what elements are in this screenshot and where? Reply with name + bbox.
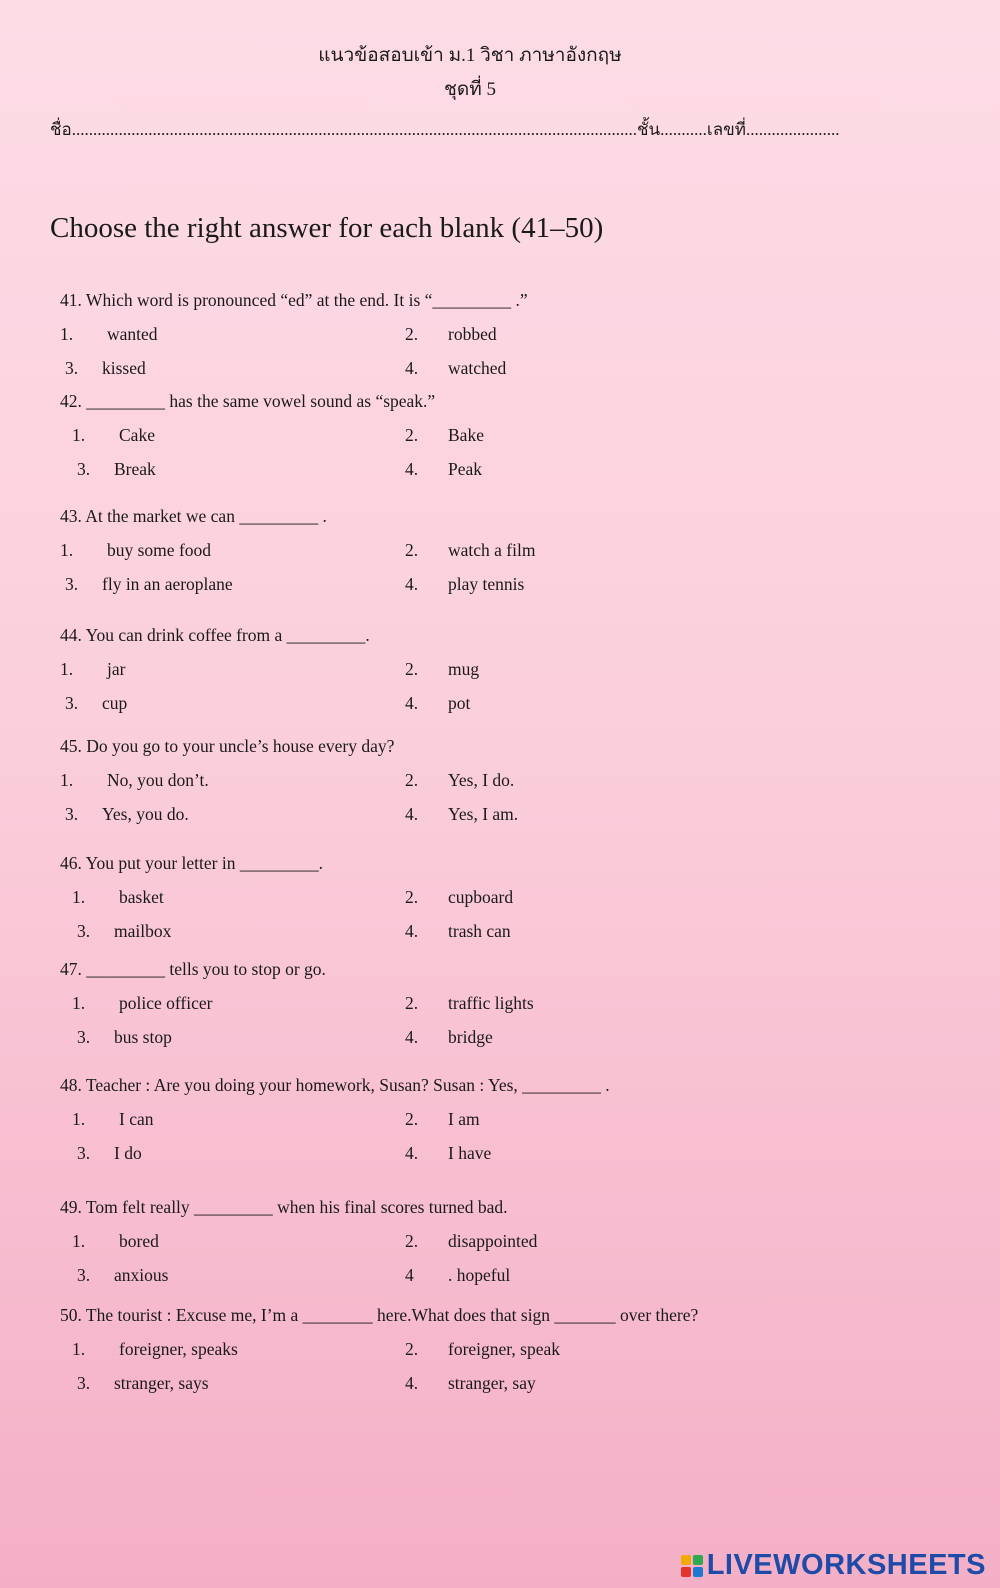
answer-option-50-2[interactable]: foreigner, speak [448,1339,561,1359]
option-number: 4. [405,459,419,479]
answer-option-41-2[interactable]: robbed [448,324,497,344]
answer-option-42-2[interactable]: Bake [448,425,484,445]
option-number: 2. [405,425,419,445]
answer-option-46-2[interactable]: cupboard [448,887,514,907]
answer-option-44-3[interactable]: cup [102,693,128,713]
liveworksheets-logo-icon [681,1555,703,1577]
option-number: 3. [77,1373,91,1393]
question-50: 50. The tourist : Excuse me, I’m a ________ here.What does that sign _______ over there? [60,1305,699,1325]
answer-option-50-4[interactable]: stranger, say [448,1373,536,1393]
option-number: 4. [405,693,419,713]
question-41: 41. Which word is pronounced “ed” at the end. It is “_________ .” [60,290,528,310]
option-number: 1. [60,659,74,679]
answer-option-41-3[interactable]: kissed [102,358,146,378]
option-number: 3. [65,693,79,713]
option-number: 2. [405,887,419,907]
option-number: 2. [405,659,419,679]
question-49: 49. Tom felt really _________ when his final scores turned bad. [60,1197,508,1217]
option-number: 2. [405,993,419,1013]
answer-option-42-4[interactable]: Peak [448,459,483,479]
instruction-heading: Choose the right answer for each blank (41–50) [50,212,604,244]
option-number: 2. [405,1339,419,1359]
answer-option-41-4[interactable]: watched [448,358,507,378]
option-number: 3. [77,1027,91,1047]
answer-option-45-4[interactable]: Yes, I am. [448,804,519,824]
answer-option-42-1[interactable]: Cake [119,425,155,445]
option-number: 4. [405,358,419,378]
answer-option-43-4[interactable]: play tennis [448,574,525,594]
answer-option-48-1[interactable]: I can [119,1109,154,1129]
answer-option-46-1[interactable]: basket [119,887,164,907]
answer-option-49-1[interactable]: bored [119,1231,159,1251]
answer-option-46-4[interactable]: trash can [448,921,511,941]
question-48: 48. Teacher : Are you doing your homework, Susan? Susan : Yes, _________ . [60,1075,610,1095]
option-number: 1. [72,1231,86,1251]
question-42: 42. _________ has the same vowel sound as “speak.” [60,391,436,411]
answer-option-46-3[interactable]: mailbox [114,921,172,941]
option-number: 4. [405,1373,419,1393]
question-44: 44. You can drink coffee from a _________. [60,625,370,645]
option-number: 3. [77,1265,91,1285]
option-number: 3. [77,1143,91,1163]
option-number: 1. [60,770,74,790]
option-number: 1. [72,993,86,1013]
answer-option-50-1[interactable]: foreigner, speaks [119,1339,238,1359]
answer-option-49-3[interactable]: anxious [114,1265,169,1285]
question-45: 45. Do you go to your uncle’s house every day? [60,736,395,756]
option-number: 1. [60,324,74,344]
option-number: 4. [405,574,419,594]
answer-option-44-4[interactable]: pot [448,693,471,713]
answer-option-48-4[interactable]: I have [448,1143,492,1163]
answer-option-43-3[interactable]: fly in an aeroplane [102,574,233,594]
option-number: 2. [405,540,419,560]
option-number: 4 [405,1265,414,1285]
answer-option-49-4[interactable]: . hopeful [448,1265,511,1285]
answer-option-45-3[interactable]: Yes, you do. [102,804,189,824]
answer-option-47-1[interactable]: police officer [119,993,213,1013]
option-number: 4. [405,1027,419,1047]
answer-option-48-3[interactable]: I do [114,1143,142,1163]
answer-option-43-1[interactable]: buy some food [107,540,212,560]
option-number: 2. [405,770,419,790]
answer-option-42-3[interactable]: Break [114,459,156,479]
answer-option-41-1[interactable]: wanted [107,324,158,344]
answer-option-45-1[interactable]: No, you don’t. [107,770,209,790]
option-number: 3. [65,804,79,824]
option-number: 1. [60,540,74,560]
worksheet-title: แนวข้อสอบเข้า ม.1 วิชา ภาษาอังกฤษ [318,45,622,66]
option-number: 1. [72,887,86,907]
worksheet-set-number: ชุดที่ 5 [443,79,496,100]
option-number: 4. [405,804,419,824]
answer-option-49-2[interactable]: disappointed [448,1231,538,1251]
option-number: 3. [77,921,91,941]
option-number: 3. [65,574,79,594]
liveworksheets-footer [681,1549,986,1582]
question-46: 46. You put your letter in _________. [60,853,323,873]
answer-option-48-2[interactable]: I am [448,1109,480,1129]
question-43: 43. At the market we can _________ . [60,506,327,526]
question-47: 47. _________ tells you to stop or go. [60,959,326,979]
option-number: 3. [65,358,79,378]
option-number: 1. [72,425,86,445]
option-number: 2. [405,1231,419,1251]
answer-option-43-2[interactable]: watch a film [448,540,536,560]
answer-option-44-1[interactable]: jar [107,659,126,679]
option-number: 2. [405,324,419,344]
answer-option-47-4[interactable]: bridge [448,1027,493,1047]
student-info-line: ชื่อ.....................................................................................................................................ชั้น...........เลขที่...................... [50,120,840,139]
answer-option-47-2[interactable]: traffic lights [448,993,534,1013]
answer-option-50-3[interactable]: stranger, says [114,1373,209,1393]
brand-name: LIVEWORKSHEETS [706,1549,986,1581]
option-number: 3. [77,459,91,479]
option-number: 1. [72,1109,86,1129]
answer-option-45-2[interactable]: Yes, I do. [448,770,515,790]
option-number: 4. [405,921,419,941]
option-number: 4. [405,1143,419,1163]
answer-option-44-2[interactable]: mug [448,659,480,679]
answer-option-47-3[interactable]: bus stop [114,1027,172,1047]
option-number: 2. [405,1109,419,1129]
option-number: 1. [72,1339,86,1359]
